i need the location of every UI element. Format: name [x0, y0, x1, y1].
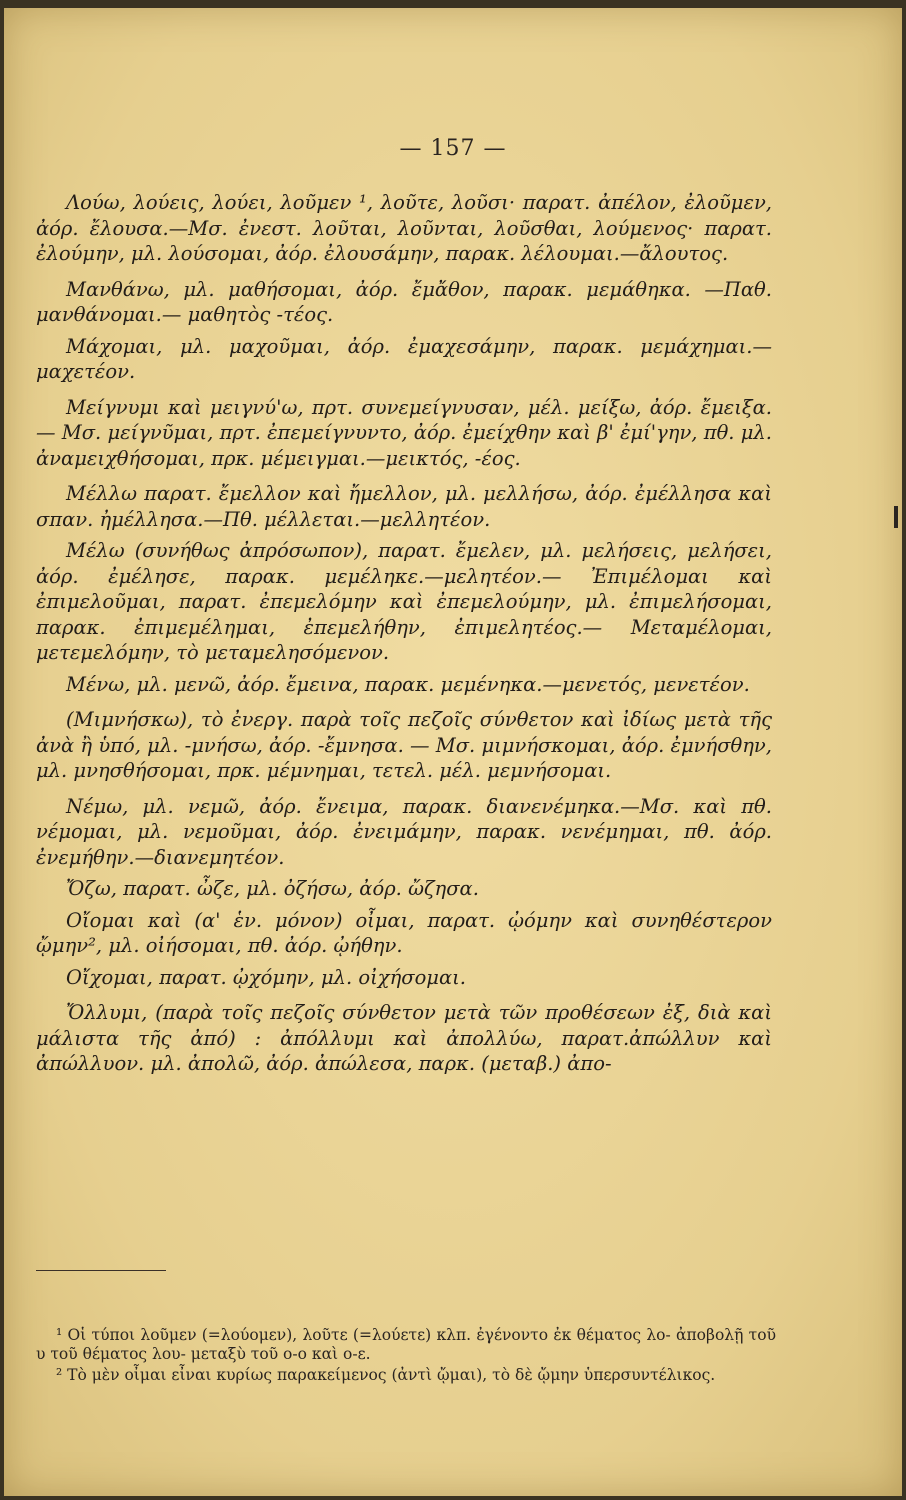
paragraph-melo: Μέλω (συνήθως ἀπρόσωπον), παρατ. ἔμελεν, μλ. μελήσεις, μελήσει, ἀόρ. ἐμέλησε, παρακ. μεμέληκε.—μελητέον.— Ἐπιμέλομαι καὶ ἐπιμελοῦμαι, παρατ. ἐπεμελόμην καὶ ἐπεμελούμην, μλ. ἐπιμελήσομαι, παρακ. ἐπιμεμέλημαι, ἐπεμελήθην, ἐπιμελητέος.— Μεταμέλομαι, μετεμελόμην, τὸ μεταμελησόμενον.: [36, 539, 772, 664]
paragraph-meno: Μένω, μλ. μενῶ, ἀόρ. ἔμεινα, παρακ. μεμένηκα.—μενετός, μενετέον.: [66, 672, 750, 696]
paragraph-nemo: Νέμω, μλ. νεμῶ, ἀόρ. ἔνειμα, παρακ. διανενέμηκα.—Μσ. καὶ πθ. νέμομαι, μλ. νεμοῦμαι, ἀόρ. ἐνειμάμην, παρακ. νενέμημαι, πθ. ἀόρ. ἐνεμήθην.—διανεμητέον.: [36, 794, 772, 869]
paragraph-meignymi: Μείγνυμι καὶ μειγνύ'ω, πρτ. συνεμείγνυσαν, μέλ. μείξω, ἀόρ. ἔμειξα.— Μσ. μείγνῦμαι, πρτ. ἐπεμείγνυντο, ἀόρ. ἐμείχθην καὶ β' ἐμί'γην, πθ. μλ. ἀναμειχθήσομαι, πρκ. μέμειγμαι.—μεικτός, -έος.: [36, 395, 772, 470]
page-edge-mark: [894, 506, 898, 528]
footnotes: [36, 1326, 776, 1387]
paragraph-oiomai: Οἴομαι καὶ (α' ἑν. μόνον) οἶμαι, παρατ. ᾠόμην καὶ συνηθέστερον ᾤμην², μλ. οἰήσομαι, πθ. ἀόρ. ᾠήθην.: [36, 908, 772, 957]
paragraph-mello: Μέλλω παρατ. ἔμελλον καὶ ἤμελλον, μλ. μελλήσω, ἀόρ. ἐμέλλησα καὶ σπαν. ἠμέλλησα.—Πθ. μέλλεται.—μελλητέον.: [36, 482, 772, 531]
paragraph-ozo: Ὄζω, παρατ. ὦζε, μλ. ὀζήσω, ἀόρ. ὤζησα.: [66, 877, 479, 900]
page-body: [36, 190, 772, 1083]
paragraph-manthano: Μανθάνω, μλ. μαθήσομαι, ἀόρ. ἔμἄθον, παρακ. μεμάθηκα. —Παθ. μανθάνομαι.— μαθητὸς -τέος.: [36, 277, 772, 326]
footnote-1: ¹ Οἱ τύποι λοῦμεν (=λούομεν), λοῦτε (=λούετε) κλπ. ἐγένοντο ἐκ θέματος λο- ἀποβολῇ τοῦ υ τοῦ θέματος λου- μεταξὺ τοῦ ο-ο καὶ ο-ε.: [36, 1326, 776, 1363]
paragraph-ollymi: Ὄλλυμι, (παρὰ τοῖς πεζοῖς σύνθετον μετὰ τῶν προθέσεων ἐξ, διὰ καὶ μάλιστα τῆς ἀπό) : ἀπόλλυμι καὶ ἀπολλύω, παρατ.ἀπώλλυν καὶ ἀπώλλυον. μλ. ἀπολῶ, ἀόρ. ἀπώλεσα, παρκ. (μεταβ.) ἀπο-: [36, 1001, 772, 1075]
page-number: — 157 —: [399, 136, 507, 161]
footnote-divider: [36, 1270, 166, 1271]
footnote-2: ² Τὸ μὲν οἶμαι εἶναι κυρίως παρακείμενος (ἀντὶ ᾤμαι), τὸ δὲ ᾤμην ὑπερσυντέλικος.: [56, 1366, 716, 1384]
book-page: [4, 8, 902, 1496]
paragraph-louo: Λούω, λούεις, λούει, λοῦμεν ¹, λοῦτε, λοῦσι· παρατ. ἀπέλον, ἐλοῦμεν, ἀόρ. ἔλουσα.—Μσ. ἐνεστ. λοῦται, λοῦνται, λοῦσθαι, λούμενος· παρατ. ἐλούμην, μλ. λούσομαι, ἀόρ. ἐλουσάμην, παρακ. λέλουμαι.—ἄλουτος.: [36, 191, 772, 265]
paragraph-machomai: Μάχομαι, μλ. μαχοῦμαι, ἀόρ. ἐμαχεσάμην, παρακ. μεμάχημαι.— μαχετέον.: [36, 334, 772, 383]
paragraph-mimnesko: (Μιμνήσκω), τὸ ἐνεργ. παρὰ τοῖς πεζοῖς σύνθετον καὶ ἰδίως μετὰ τῆς ἀνὰ ἢ ὑπό, μλ. -μνήσω, ἀόρ. -ἔμνησα. — Μσ. μιμνήσκομαι, ἀόρ. ἐμνήσθην, μλ. μνησθήσομαι, πρκ. μέμνημαι, τετελ. μέλ. μεμνήσομαι.: [36, 708, 772, 782]
paragraph-oichomai: Οἴχομαι, παρατ. ᾠχόμην, μλ. οἰχήσομαι.: [66, 965, 466, 989]
